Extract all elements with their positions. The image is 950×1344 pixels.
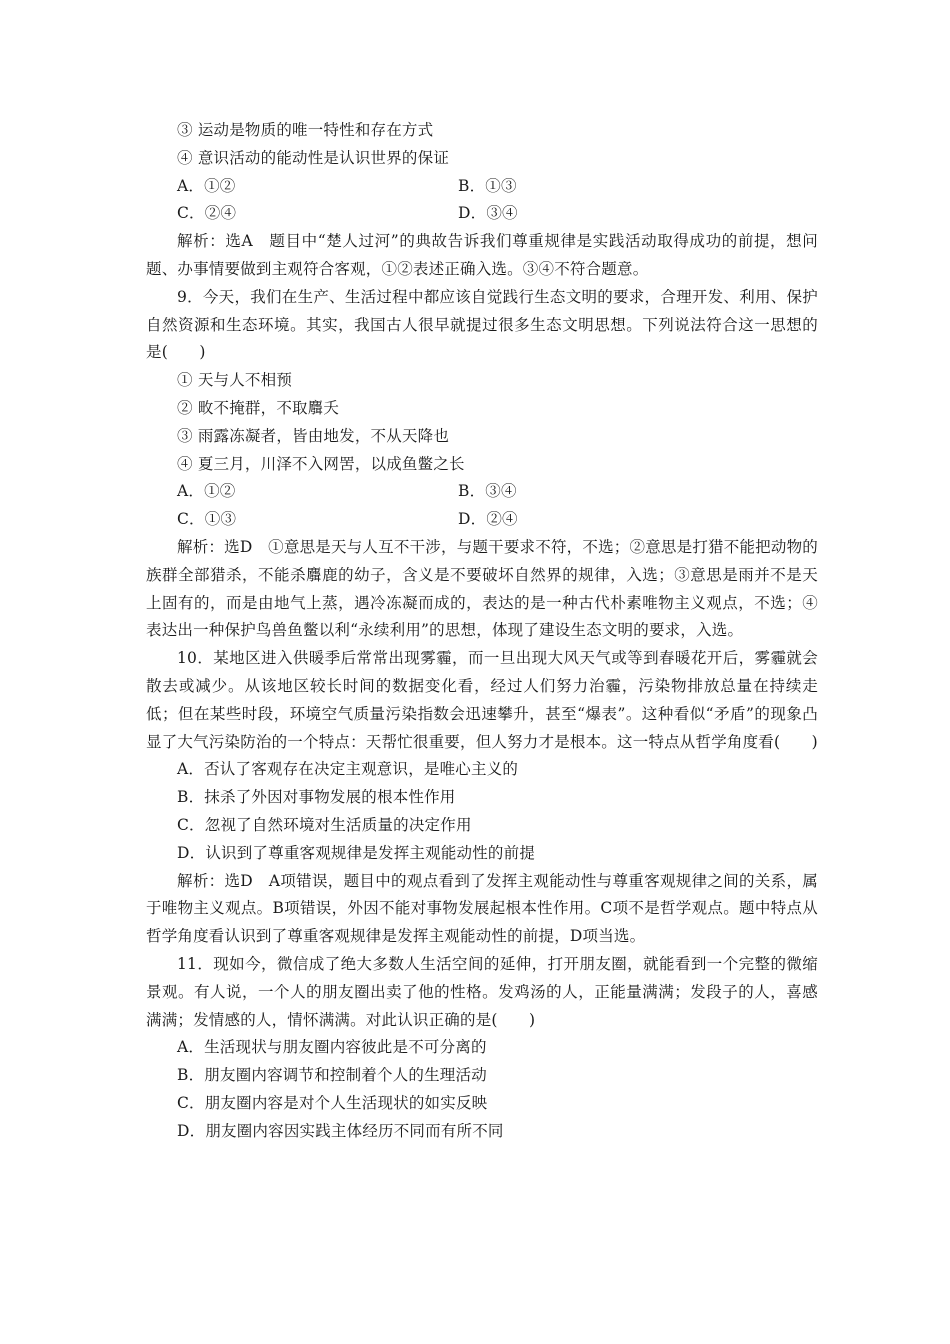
q10-option-d[interactable]: D．认识到了尊重客观规律是发挥主观能动性的前提 [177, 843, 536, 862]
q10-option-b[interactable]: B．抹杀了外因对事物发展的根本性作用 [177, 788, 456, 807]
q11-option-a[interactable]: A．生活现状与朋友圈内容彼此是不可分离的 [177, 1038, 487, 1057]
q8-option-d[interactable]: D．③④ [458, 204, 518, 223]
q9-options-row-2 [146, 506, 818, 534]
q8-options-row-1 [146, 173, 818, 201]
q11-stem: 11．现如今，微信成了绝大多数人生活空间的延伸，打开朋友圈，就能看到一个完整的微缩景观。有人说，一个人的朋友圈出卖了他的性格。发鸡汤的人，正能量满满；发段子的人，喜感满满；发情感的人，情怀满满。对此认识正确的是( ) [146, 954, 818, 1029]
q8-analysis: 解析：选A 题目中“楚人过河”的典故告诉我们尊重规律是实践活动取得成功的前提，想问题、办事情要做到主观符合客观，①②表述正确入选。③④不符合题意。 [146, 232, 818, 278]
q10-analysis: 解析：选D A项错误，题目中的观点看到了发挥主观能动性与尊重客观规律之间的关系，属于唯物主义观点。B项错误，外因不能对事物发展起根本性作用。C项不是哲学观点。题中特点从哲学角度看认识到了尊重客观规律是发挥主观能动性的前提，D项当选。 [146, 871, 818, 946]
q8-item-4: ④ 意识活动的能动性是认识世界的保证 [177, 148, 450, 167]
q9-option-b[interactable]: B．③④ [458, 482, 517, 501]
q11-option-c[interactable]: C．朋友圈内容是对个人生活现状的如实反映 [177, 1093, 488, 1112]
q10-stem: 10．某地区进入供暖季后常常出现雾霾，而一旦出现大风天气或等到春暖花开后，雾霾就会散去或减少。从该地区较长时间的数据变化看，经过人们努力治霾，污染物排放总量在持续走低；但在某些时段，环境空气质量污染指数会迅速攀升，甚至“爆表”。这种看似“矛盾”的现象凸显了大气污染防治的一个特点：天帮忙很重要，但人努力才是根本。这一特点从哲学角度看( ) [146, 649, 818, 751]
q11-option-b[interactable]: B．朋友圈内容调节和控制着个人的生理活动 [177, 1066, 487, 1085]
q10-option-a[interactable]: A．否认了客观存在决定主观意识，是唯心主义的 [177, 760, 519, 779]
q9-option-d[interactable]: D．②④ [458, 510, 518, 529]
q8-option-b[interactable]: B．①③ [458, 176, 517, 195]
q8-item-3: ③ 运动是物质的唯一特性和存在方式 [177, 121, 434, 139]
q8-options-row-2 [146, 200, 818, 228]
q8-option-a[interactable]: A．①② [177, 176, 236, 195]
q9-item-3: ③ 雨露冻凝者，皆由地发，不从天降也 [177, 426, 450, 445]
q9-options-row-1 [146, 478, 818, 506]
q9-option-a[interactable]: A．①② [177, 482, 236, 501]
q9-analysis: 解析：选D ①意思是天与人互不干涉，与题干要求不符，不选；②意思是打猎不能把动物的族群全部猎杀，不能杀麛鹿的幼子，含义是不要破坏自然界的规律，入选；③意思是雨并不是天上固有的，而是由地气上蒸，遇冷冻凝而成的，表达的是一种古代朴素唯物主义观点，不选；④表达出一种保护鸟兽鱼鳖以利“永续利用”的思想，体现了建设生态文明的要求，入选。 [146, 537, 818, 640]
q9-stem: 9．今天，我们在生产、生活过程中都应该自觉践行生态文明的要求，合理开发、利用、保护自然资源和生态环境。其实，我国古人很早就提过很多生态文明思想。下列说法符合这一思想的是( ) [146, 287, 818, 362]
q9-item-2: ② 畋不掩群，不取麛夭 [177, 398, 340, 417]
q9-item-4: ④ 夏三月，川泽不入网罟，以成鱼鳖之长 [177, 454, 465, 473]
q8-option-c[interactable]: C．②④ [177, 204, 237, 223]
q9-item-1: ① 天与人不相预 [177, 371, 293, 390]
document-page [146, 117, 818, 1145]
q11-option-d[interactable]: D．朋友圈内容因实践主体经历不同而有所不同 [177, 1121, 504, 1140]
q10-option-c[interactable]: C．忽视了自然环境对生活质量的决定作用 [177, 815, 472, 834]
q9-option-c[interactable]: C．①③ [177, 510, 237, 529]
